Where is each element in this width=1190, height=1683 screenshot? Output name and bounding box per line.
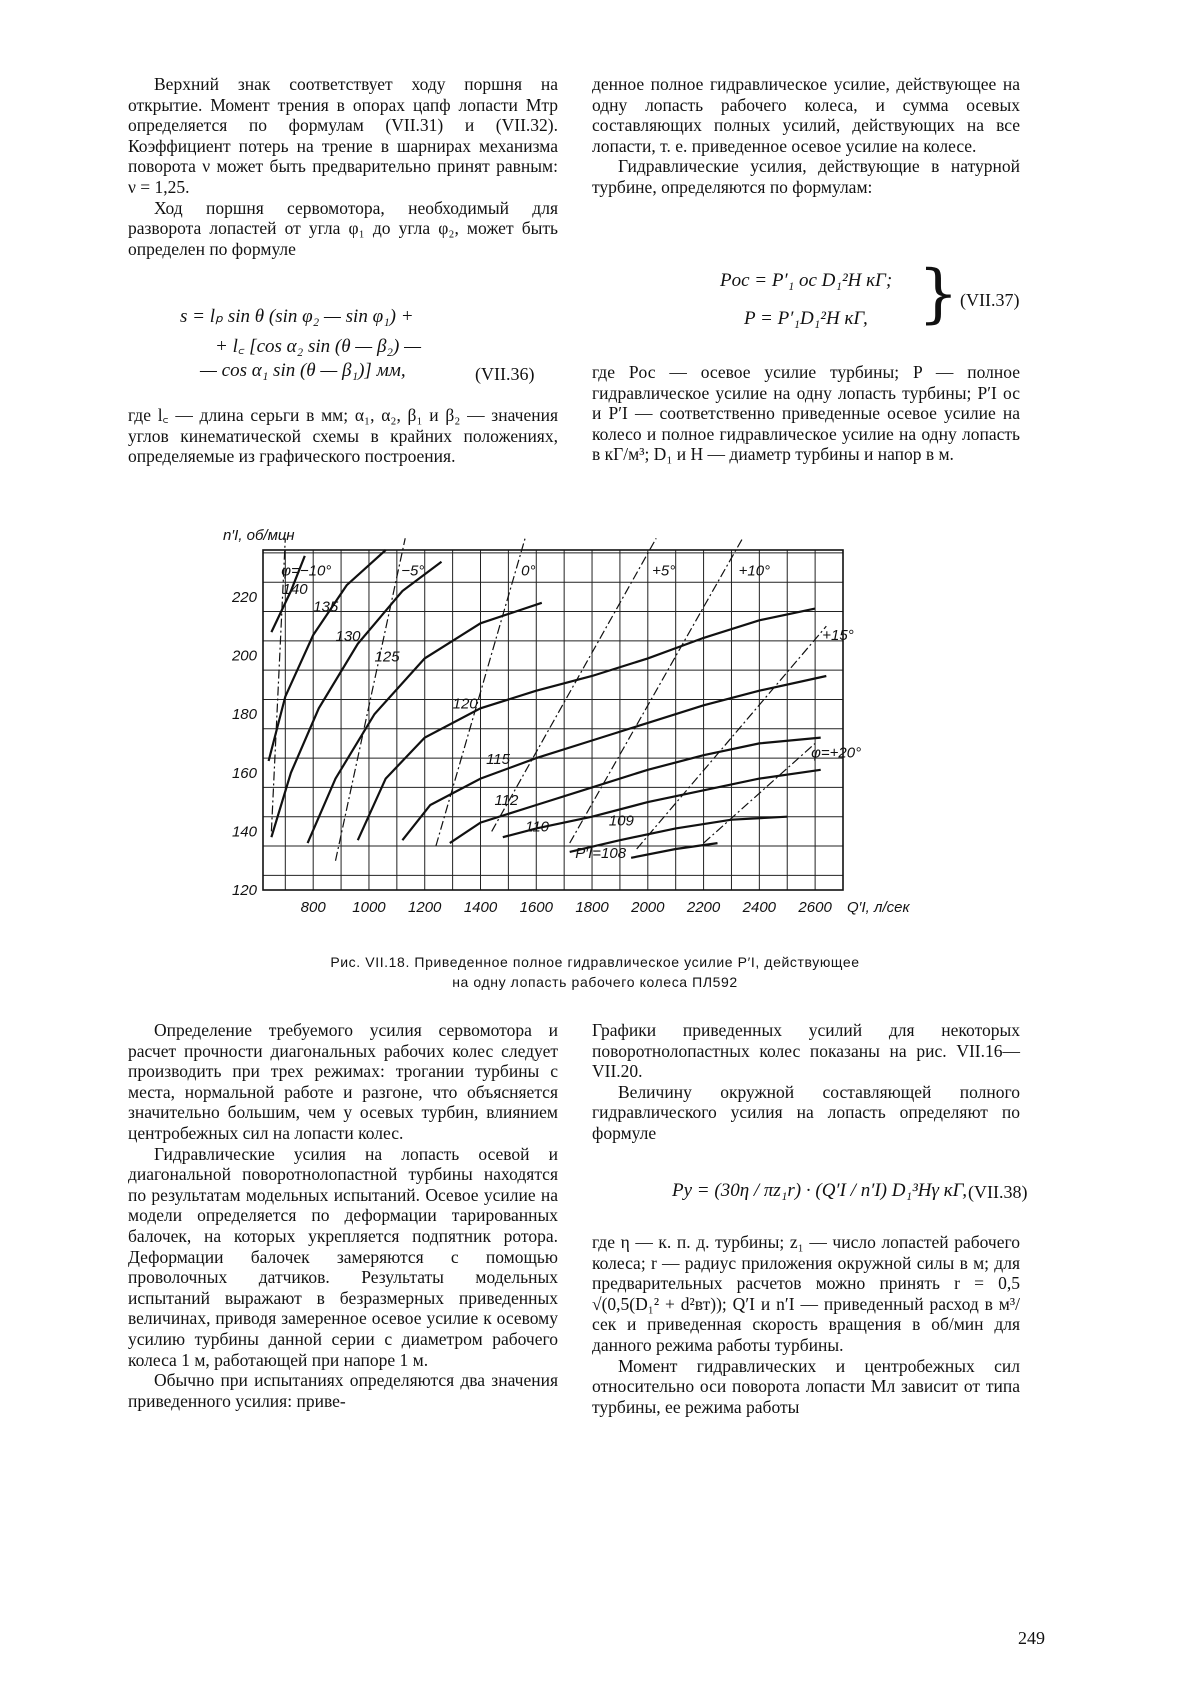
right-column-after-formula bbox=[592, 362, 1020, 465]
x-tick-label: 800 bbox=[300, 899, 326, 916]
x-tick-label: 1800 bbox=[575, 899, 609, 916]
y-tick-label: 140 bbox=[231, 823, 257, 841]
paragraph: Величину окружной составляющей полного гидравлического усилия на лопасть определяют по формуле bbox=[592, 1081, 1020, 1143]
paragraph: где η — к. п. д. турбины; z₁ — число лопастей рабочего колеса; r — радиус приложения окружной силы в м; для предварительных расчетов можно принять r = 0,5 √(0,5(D₁² + d²вт)); Q′I и n′I — приведенный расход в м³/сек и приведенная скорость вращения в об/мин для данного режима работы турбины. bbox=[592, 1232, 1020, 1355]
y-tick-label: 120 bbox=[231, 882, 257, 899]
equation-number-vii38: (VII.38) bbox=[968, 1182, 1028, 1202]
x-tick-label: 1000 bbox=[352, 899, 386, 916]
y-tick-label: 200 bbox=[231, 647, 257, 665]
paragraph: Гидравлические усилия, действующие в натурной турбине, определяются по формулам: bbox=[592, 156, 1020, 197]
formula-vii37-line1: Pос = P′₁ ос D₁²H кГ; bbox=[720, 270, 893, 291]
equation-number-vii36: (VII.36) bbox=[475, 364, 535, 384]
force-curve bbox=[503, 770, 821, 837]
formula-vii37-line2: P = P′₁D₁²H кГ, bbox=[744, 308, 868, 329]
right-column-top bbox=[592, 74, 1020, 198]
y-axis-label: n′I, об/мин bbox=[223, 527, 295, 544]
curve-label: 140 bbox=[282, 580, 308, 598]
curve-label: 112 bbox=[494, 792, 519, 809]
paragraph: где l꜀ — длина серьги в мм; α₁, α₂, β₁ и β₂ — значения углов кинематической схемы в крайних положениях, определяемые из графического построения. bbox=[128, 405, 558, 467]
x-tick-label: 2600 bbox=[798, 899, 832, 916]
x-tick-label: 1200 bbox=[408, 899, 442, 916]
paragraph: Верхний знак соответствует ходу поршня на открытие. Момент трения в опорах цапф лопасти Mтр определяется по формулам (VII.31) и (VII.32). Коэффициент потерь на трение в шарнирах механизма поворота ν может быть предварительно принят равным: ν = 1,25. bbox=[128, 74, 558, 197]
left-column-after-formula bbox=[128, 405, 558, 467]
phi-line-label: +15° bbox=[822, 627, 854, 645]
x-tick-label: 2400 bbox=[742, 899, 777, 916]
x-tick-label: 2200 bbox=[686, 899, 721, 916]
paragraph: Определение требуемого усилия сервомотора и расчет прочности диагональных рабочих колес следует производить при трех режимах: трогании турбины с места, нормальной работе и разгоне, что объясняется значительно большим, чем у осевых турбин, влиянием центробежных сил на лопасти колес. bbox=[128, 1020, 558, 1143]
paragraph: денное полное гидравлическое усилие, действующее на одну лопасть рабочего колеса, и сумма осевых составляющих полных усилий, действующих на все лопасти, т. е. приведенное осевое усилие на колесе. bbox=[592, 74, 1020, 156]
figure-caption-line2: на одну лопасть рабочего колеса ПЛ592 bbox=[452, 974, 738, 990]
curve-label: 120 bbox=[452, 695, 478, 713]
paragraph: Графики приведенных усилий для некоторых поворотнолопастных колес показаны на рис. VII.16—VII.20. bbox=[592, 1020, 1020, 1082]
paragraph: Ход поршня сервомотора, необходимый для разворота лопастей от угла φ₁ до угла φ₂, может быть определен по формуле bbox=[128, 197, 558, 259]
curve-label: 109 bbox=[608, 812, 634, 830]
phi-line-label: φ=+20° bbox=[811, 744, 862, 762]
right-column-bottom bbox=[592, 1020, 1020, 1144]
phi-line-label: 0° bbox=[521, 562, 536, 580]
left-column-top bbox=[128, 74, 558, 259]
paragraph: где Pос — осевое усилие турбины; P — полное гидравлическое усилие на одну лопасть турбины; P′I ос и P′I — соответственно приведенные осевое усилие на колесо и полное гидравлическое усилие на одну лопасть в кГ/м³; D₁ и H — диаметр турбины и напор в м. bbox=[592, 362, 1020, 465]
x-tick-label: 2000 bbox=[631, 899, 665, 916]
figure-vii18-chart bbox=[215, 520, 945, 930]
curve-label: 110 bbox=[525, 818, 550, 836]
formula-vii36-line2: + l꜀ [cos α₂ sin (θ — β₂) — bbox=[215, 336, 421, 357]
force-curve bbox=[631, 843, 717, 858]
left-column-bottom bbox=[128, 1020, 558, 1411]
x-tick-label: 1600 bbox=[519, 899, 553, 916]
y-tick-label: 220 bbox=[231, 588, 257, 606]
figure-caption-line1: Рис. VII.18. Приведенное полное гидравлическое усилие P′I, действующее bbox=[330, 954, 860, 970]
phi-line-label: φ=−10° bbox=[281, 562, 332, 580]
curve-label: 125 bbox=[374, 648, 400, 666]
paragraph: Гидравлические усилия на лопасть осевой и диагональной поворотнолопастной турбины находятся по результатам модельных испытаний. Осевое усилие на модели определяется по деформации тарированных балочек, на которых укрепляется подпятник ротора. Деформации балочек замеряются с помощью проволочных датчиков. Результаты модельных испытаний выражают в безразмерных приведенных величинах, приводя замеренное осевое усилие к осевому усилию турбины данной серии с диаметром рабочего колеса 1 м, работающей при напоре 1 м. bbox=[128, 1143, 558, 1370]
curve-label: P′I=108 bbox=[575, 844, 627, 862]
plot-frame bbox=[263, 550, 843, 890]
paragraph: Обычно при испытаниях определяются два значения приведенного усилия: приве- bbox=[128, 1370, 558, 1411]
page-number: 249 bbox=[1018, 1628, 1045, 1648]
curve-label: 115 bbox=[486, 750, 510, 768]
paragraph: Момент гидравлических и центробежных сил относительно оси поворота лопасти Mл зависит от типа турбины, ее режима работы bbox=[592, 1355, 1020, 1417]
formula-vii36-line3: — cos α₁ sin (θ — β₁)] мм, bbox=[200, 360, 406, 381]
x-tick-label: 1400 bbox=[463, 899, 498, 916]
y-tick-label: 160 bbox=[231, 764, 257, 782]
y-tick-label: 180 bbox=[231, 706, 257, 724]
equation-number-vii37: (VII.37) bbox=[960, 290, 1020, 310]
phi-line-label: +10° bbox=[738, 562, 771, 580]
phi-line-label: −5° bbox=[401, 562, 425, 580]
curve-label: 130 bbox=[335, 627, 361, 645]
curve-label: 135 bbox=[313, 598, 339, 616]
right-column-after-formula-38 bbox=[592, 1232, 1020, 1417]
x-axis-label: Q′I, л/сек bbox=[847, 899, 910, 916]
formula-vii36-line1: s = lₚ sin θ (sin φ₂ — sin φ₁) + bbox=[180, 306, 414, 327]
phi-line-label: +5° bbox=[652, 562, 676, 580]
formula-vii38: Pу = (30η / πz₁r) · (Q′I / n′I) D₁³Hγ кГ, bbox=[672, 1180, 967, 1201]
phi-line bbox=[570, 538, 743, 843]
brace-symbol: } bbox=[918, 257, 959, 331]
